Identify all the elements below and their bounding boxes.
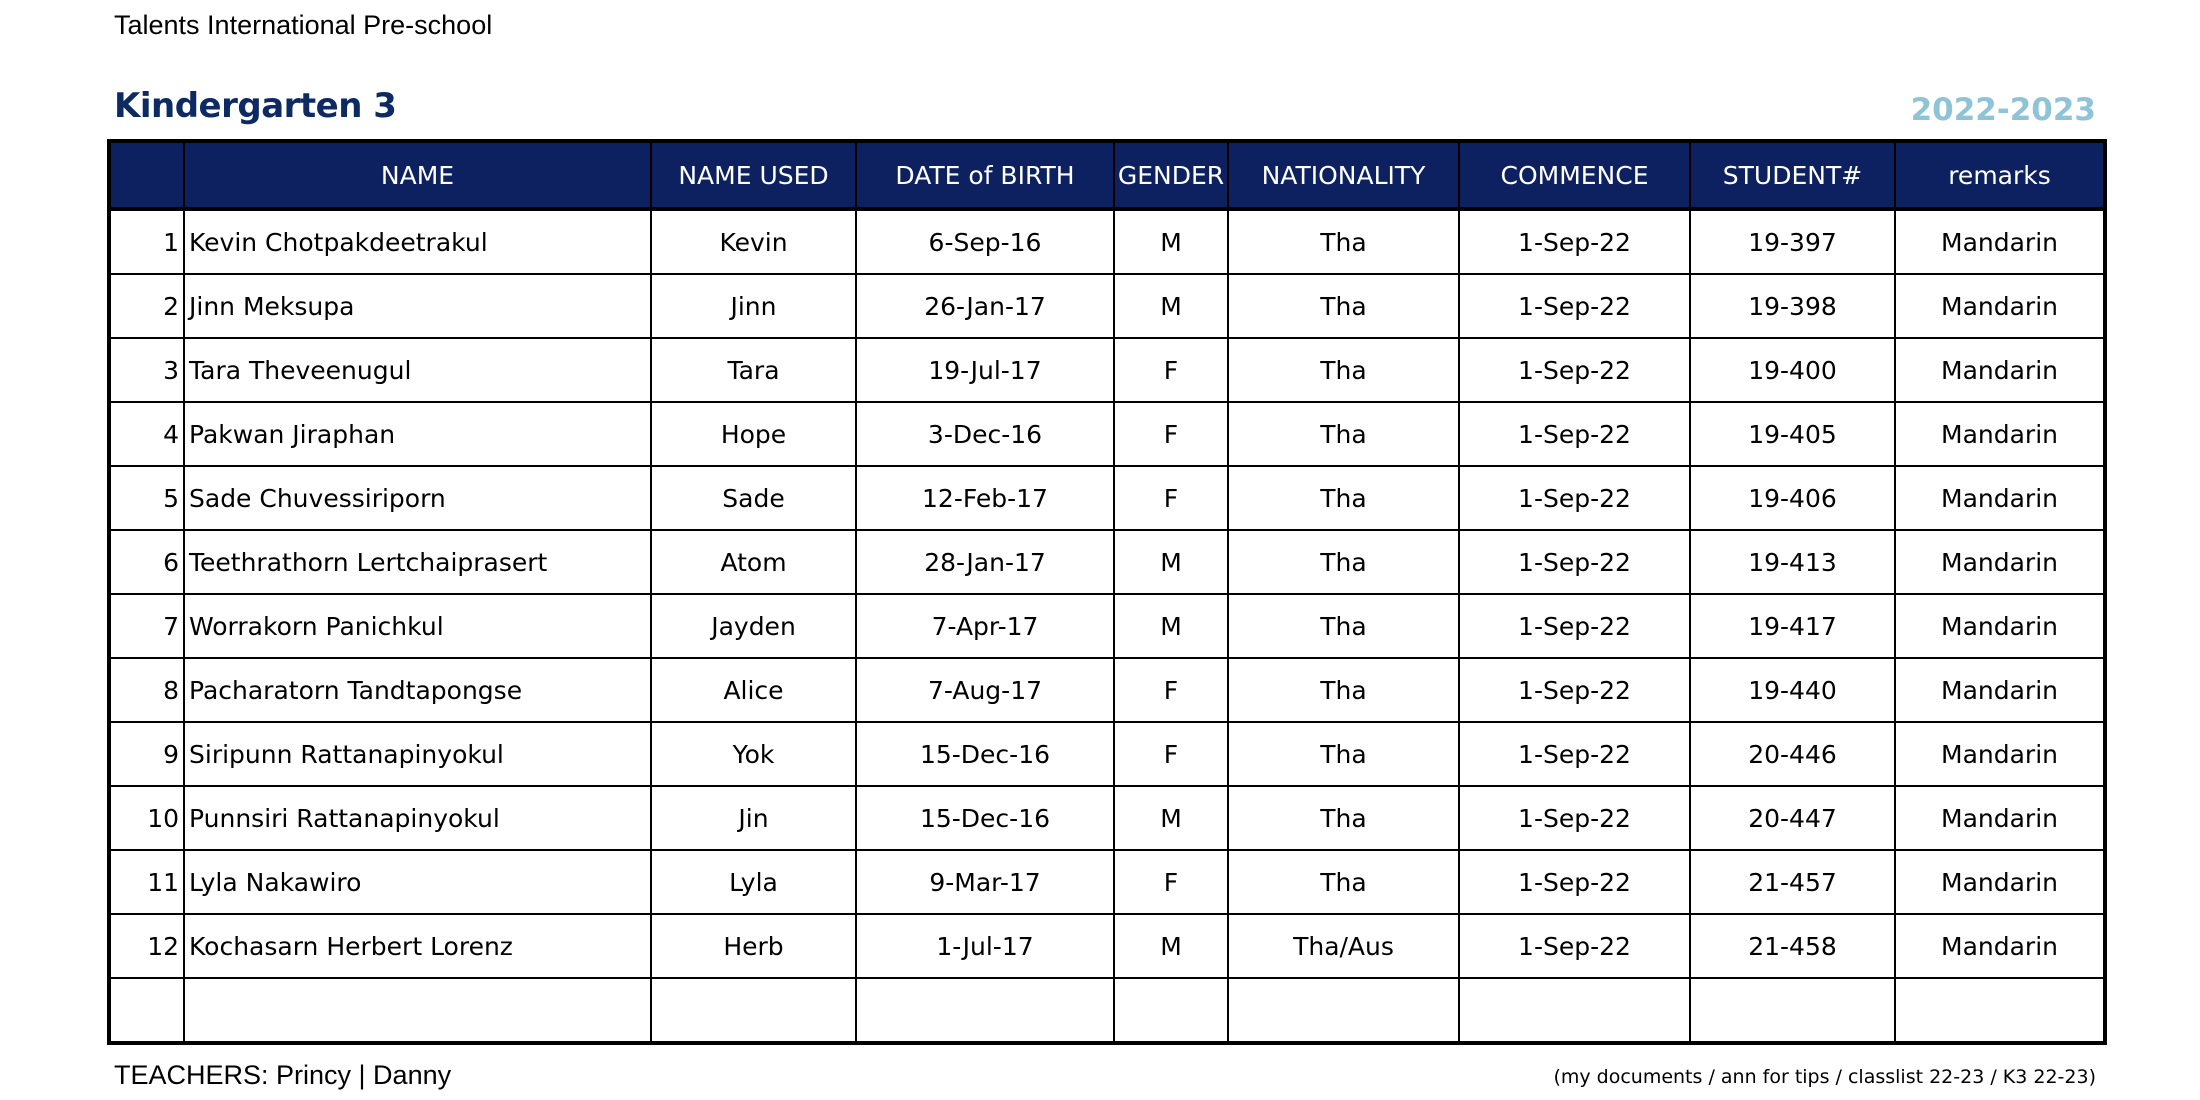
nationality-cell: Tha (1228, 594, 1459, 658)
remarks-cell: Mandarin (1895, 530, 2105, 594)
date-of-birth-cell: 9-Mar-17 (856, 850, 1114, 914)
commence-date-cell: 1-Sep-22 (1459, 850, 1690, 914)
header-nationality: NATIONALITY (1228, 141, 1459, 209)
table-row (109, 530, 2105, 594)
header-name: NAME (184, 141, 651, 209)
student-number-cell: 19-440 (1690, 658, 1895, 722)
remarks-cell: Mandarin (1895, 274, 2105, 338)
remarks-cell: Mandarin (1895, 338, 2105, 402)
empty-cell (184, 978, 651, 1043)
row-number-cell: 11 (109, 850, 184, 914)
student-name-cell: Pakwan Jiraphan (184, 402, 651, 466)
gender-cell: M (1114, 530, 1228, 594)
commence-date-cell: 1-Sep-22 (1459, 530, 1690, 594)
school-name: Talents International Pre-school (114, 10, 493, 40)
table-row (109, 914, 2105, 978)
row-number-cell: 6 (109, 530, 184, 594)
name-used-cell: Hope (651, 402, 856, 466)
header-student-number: STUDENT# (1690, 141, 1895, 209)
table-row (109, 786, 2105, 850)
date-of-birth-cell: 7-Aug-17 (856, 658, 1114, 722)
student-name-cell: Teethrathorn Lertchaiprasert (184, 530, 651, 594)
date-of-birth-cell: 7-Apr-17 (856, 594, 1114, 658)
nationality-cell: Tha (1228, 209, 1459, 274)
commence-date-cell: 1-Sep-22 (1459, 594, 1690, 658)
remarks-cell: Mandarin (1895, 850, 2105, 914)
student-name-cell: Kochasarn Herbert Lorenz (184, 914, 651, 978)
student-name-cell: Worrakorn Panichkul (184, 594, 651, 658)
name-used-cell: Tara (651, 338, 856, 402)
student-name-cell: Kevin Chotpakdeetrakul (184, 209, 651, 274)
student-name-cell: Siripunn Rattanapinyokul (184, 722, 651, 786)
header-row (109, 141, 2105, 209)
empty-cell (856, 978, 1114, 1043)
header-gender: GENDER (1114, 141, 1228, 209)
name-used-cell: Sade (651, 466, 856, 530)
row-number-cell: 10 (109, 786, 184, 850)
row-number-cell: 5 (109, 466, 184, 530)
date-of-birth-cell: 28-Jan-17 (856, 530, 1114, 594)
remarks-cell: Mandarin (1895, 209, 2105, 274)
nationality-cell: Tha (1228, 274, 1459, 338)
table-row (109, 338, 2105, 402)
header-commence: COMMENCE (1459, 141, 1690, 209)
nationality-cell: Tha (1228, 786, 1459, 850)
class-title: Kindergarten 3 (114, 86, 397, 126)
remarks-cell: Mandarin (1895, 594, 2105, 658)
nationality-cell: Tha (1228, 338, 1459, 402)
student-number-cell: 19-406 (1690, 466, 1895, 530)
name-used-cell: Jinn (651, 274, 856, 338)
commence-date-cell: 1-Sep-22 (1459, 658, 1690, 722)
gender-cell: F (1114, 402, 1228, 466)
file-path-note: (my documents / ann for tips / classlist 22-23 / K3 22-23) (1553, 1066, 2096, 1088)
commence-date-cell: 1-Sep-22 (1459, 402, 1690, 466)
gender-cell: F (1114, 466, 1228, 530)
name-used-cell: Alice (651, 658, 856, 722)
gender-cell: M (1114, 786, 1228, 850)
header-number (109, 141, 184, 209)
student-number-cell: 21-458 (1690, 914, 1895, 978)
date-of-birth-cell: 15-Dec-16 (856, 722, 1114, 786)
table-row (109, 594, 2105, 658)
student-number-cell: 20-447 (1690, 786, 1895, 850)
nationality-cell: Tha (1228, 850, 1459, 914)
remarks-cell: Mandarin (1895, 722, 2105, 786)
student-number-cell: 19-397 (1690, 209, 1895, 274)
remarks-cell: Mandarin (1895, 466, 2105, 530)
row-number-cell: 12 (109, 914, 184, 978)
empty-cell (109, 978, 184, 1043)
row-number-cell: 2 (109, 274, 184, 338)
student-number-cell: 19-400 (1690, 338, 1895, 402)
row-number-cell: 8 (109, 658, 184, 722)
student-name-cell: Lyla Nakawiro (184, 850, 651, 914)
table-row (109, 466, 2105, 530)
nationality-cell: Tha (1228, 722, 1459, 786)
gender-cell: F (1114, 722, 1228, 786)
commence-date-cell: 1-Sep-22 (1459, 786, 1690, 850)
header-remarks: remarks (1895, 141, 2105, 209)
table-row (109, 850, 2105, 914)
teachers-line: TEACHERS: Princy | Danny (114, 1060, 452, 1090)
student-name-cell: Sade Chuvessiriporn (184, 466, 651, 530)
commence-date-cell: 1-Sep-22 (1459, 914, 1690, 978)
gender-cell: F (1114, 658, 1228, 722)
empty-cell (651, 978, 856, 1043)
school-year: 2022-2023 (1910, 92, 2096, 128)
student-number-cell: 19-413 (1690, 530, 1895, 594)
date-of-birth-cell: 12-Feb-17 (856, 466, 1114, 530)
student-number-cell: 19-405 (1690, 402, 1895, 466)
nationality-cell: Tha (1228, 658, 1459, 722)
gender-cell: M (1114, 209, 1228, 274)
class-list-table (107, 139, 2107, 1045)
student-number-cell: 20-446 (1690, 722, 1895, 786)
table-row (109, 722, 2105, 786)
commence-date-cell: 1-Sep-22 (1459, 209, 1690, 274)
student-name-cell: Pacharatorn Tandtapongse (184, 658, 651, 722)
empty-cell (1114, 978, 1228, 1043)
gender-cell: M (1114, 274, 1228, 338)
empty-cell (1228, 978, 1459, 1043)
commence-date-cell: 1-Sep-22 (1459, 466, 1690, 530)
gender-cell: M (1114, 914, 1228, 978)
row-number-cell: 7 (109, 594, 184, 658)
nationality-cell: Tha/Aus (1228, 914, 1459, 978)
header-date-of-birth: DATE of BIRTH (856, 141, 1114, 209)
remarks-cell: Mandarin (1895, 786, 2105, 850)
name-used-cell: Kevin (651, 209, 856, 274)
row-number-cell: 3 (109, 338, 184, 402)
row-number-cell: 9 (109, 722, 184, 786)
gender-cell: F (1114, 338, 1228, 402)
empty-row (109, 978, 2105, 1043)
commence-date-cell: 1-Sep-22 (1459, 338, 1690, 402)
student-number-cell: 19-417 (1690, 594, 1895, 658)
name-used-cell: Jin (651, 786, 856, 850)
table-row (109, 209, 2105, 274)
table-row (109, 402, 2105, 466)
gender-cell: M (1114, 594, 1228, 658)
table-row (109, 658, 2105, 722)
empty-cell (1690, 978, 1895, 1043)
date-of-birth-cell: 26-Jan-17 (856, 274, 1114, 338)
nationality-cell: Tha (1228, 402, 1459, 466)
remarks-cell: Mandarin (1895, 914, 2105, 978)
name-used-cell: Herb (651, 914, 856, 978)
commence-date-cell: 1-Sep-22 (1459, 722, 1690, 786)
date-of-birth-cell: 15-Dec-16 (856, 786, 1114, 850)
row-number-cell: 4 (109, 402, 184, 466)
student-name-cell: Punnsiri Rattanapinyokul (184, 786, 651, 850)
gender-cell: F (1114, 850, 1228, 914)
nationality-cell: Tha (1228, 466, 1459, 530)
row-number-cell: 1 (109, 209, 184, 274)
empty-cell (1459, 978, 1690, 1043)
student-name-cell: Jinn Meksupa (184, 274, 651, 338)
date-of-birth-cell: 3-Dec-16 (856, 402, 1114, 466)
date-of-birth-cell: 19-Jul-17 (856, 338, 1114, 402)
remarks-cell: Mandarin (1895, 402, 2105, 466)
empty-cell (1895, 978, 2105, 1043)
remarks-cell: Mandarin (1895, 658, 2105, 722)
student-number-cell: 19-398 (1690, 274, 1895, 338)
name-used-cell: Atom (651, 530, 856, 594)
table-row (109, 274, 2105, 338)
student-name-cell: Tara Theveenugul (184, 338, 651, 402)
date-of-birth-cell: 6-Sep-16 (856, 209, 1114, 274)
student-number-cell: 21-457 (1690, 850, 1895, 914)
date-of-birth-cell: 1-Jul-17 (856, 914, 1114, 978)
name-used-cell: Jayden (651, 594, 856, 658)
name-used-cell: Yok (651, 722, 856, 786)
name-used-cell: Lyla (651, 850, 856, 914)
commence-date-cell: 1-Sep-22 (1459, 274, 1690, 338)
header-name-used: NAME USED (651, 141, 856, 209)
nationality-cell: Tha (1228, 530, 1459, 594)
